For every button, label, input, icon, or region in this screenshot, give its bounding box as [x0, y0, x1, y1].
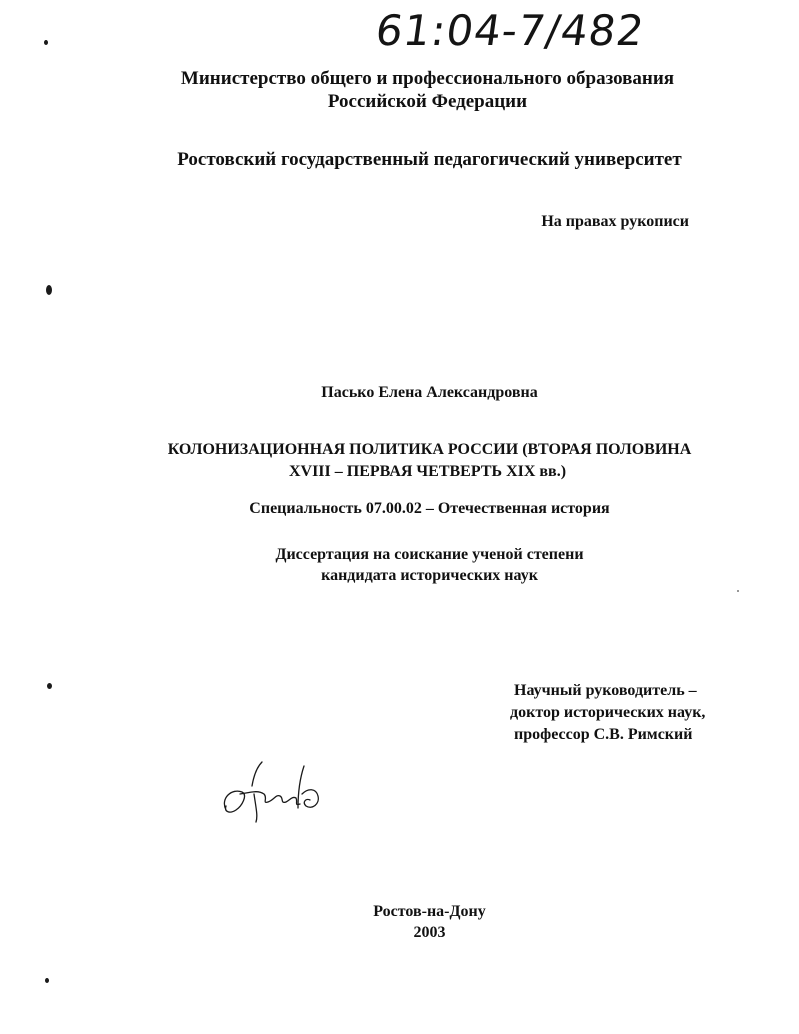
- scan-mark: [737, 590, 739, 592]
- year: 2003: [413, 924, 446, 941]
- supervisor-block: [510, 680, 705, 746]
- ministry-line-2: Российской Федерации: [327, 91, 528, 112]
- author-signature: [218, 758, 328, 833]
- degree-line-1: Диссертация на соискание ученой степени: [275, 546, 584, 563]
- supervisor-line-2: доктор исторических наук,: [510, 704, 706, 721]
- scan-mark: [45, 978, 49, 983]
- university-name: Ростовский государственный педагогический университет: [177, 149, 682, 170]
- scan-mark: [46, 285, 52, 295]
- supervisor-line-1: Научный руководитель –: [514, 682, 697, 699]
- supervisor-line-3: профессор С.В. Римский: [514, 726, 693, 743]
- degree-line-2: кандидата исторических наук: [321, 567, 538, 584]
- archive-code: 61:04-7/482: [372, 6, 648, 55]
- city: Ростов-на-Дону: [373, 903, 486, 920]
- scan-mark: [44, 40, 48, 45]
- scan-mark: [47, 683, 52, 689]
- rights-note: На правах рукописи: [541, 213, 689, 230]
- ministry-line-1: Министерство общего и профессионального образования: [180, 68, 675, 89]
- author-name: Пасько Елена Александровна: [321, 384, 538, 401]
- dissertation-title-line-2: XVIII – ПЕРВАЯ ЧЕТВЕРТЬ XIX вв.): [288, 463, 567, 480]
- specialty: Специальность 07.00.02 – Отечественная история: [249, 500, 610, 517]
- dissertation-title-line-1: КОЛОНИЗАЦИОННАЯ ПОЛИТИКА РОССИИ (ВТОРАЯ ПОЛОВИНА: [167, 441, 692, 458]
